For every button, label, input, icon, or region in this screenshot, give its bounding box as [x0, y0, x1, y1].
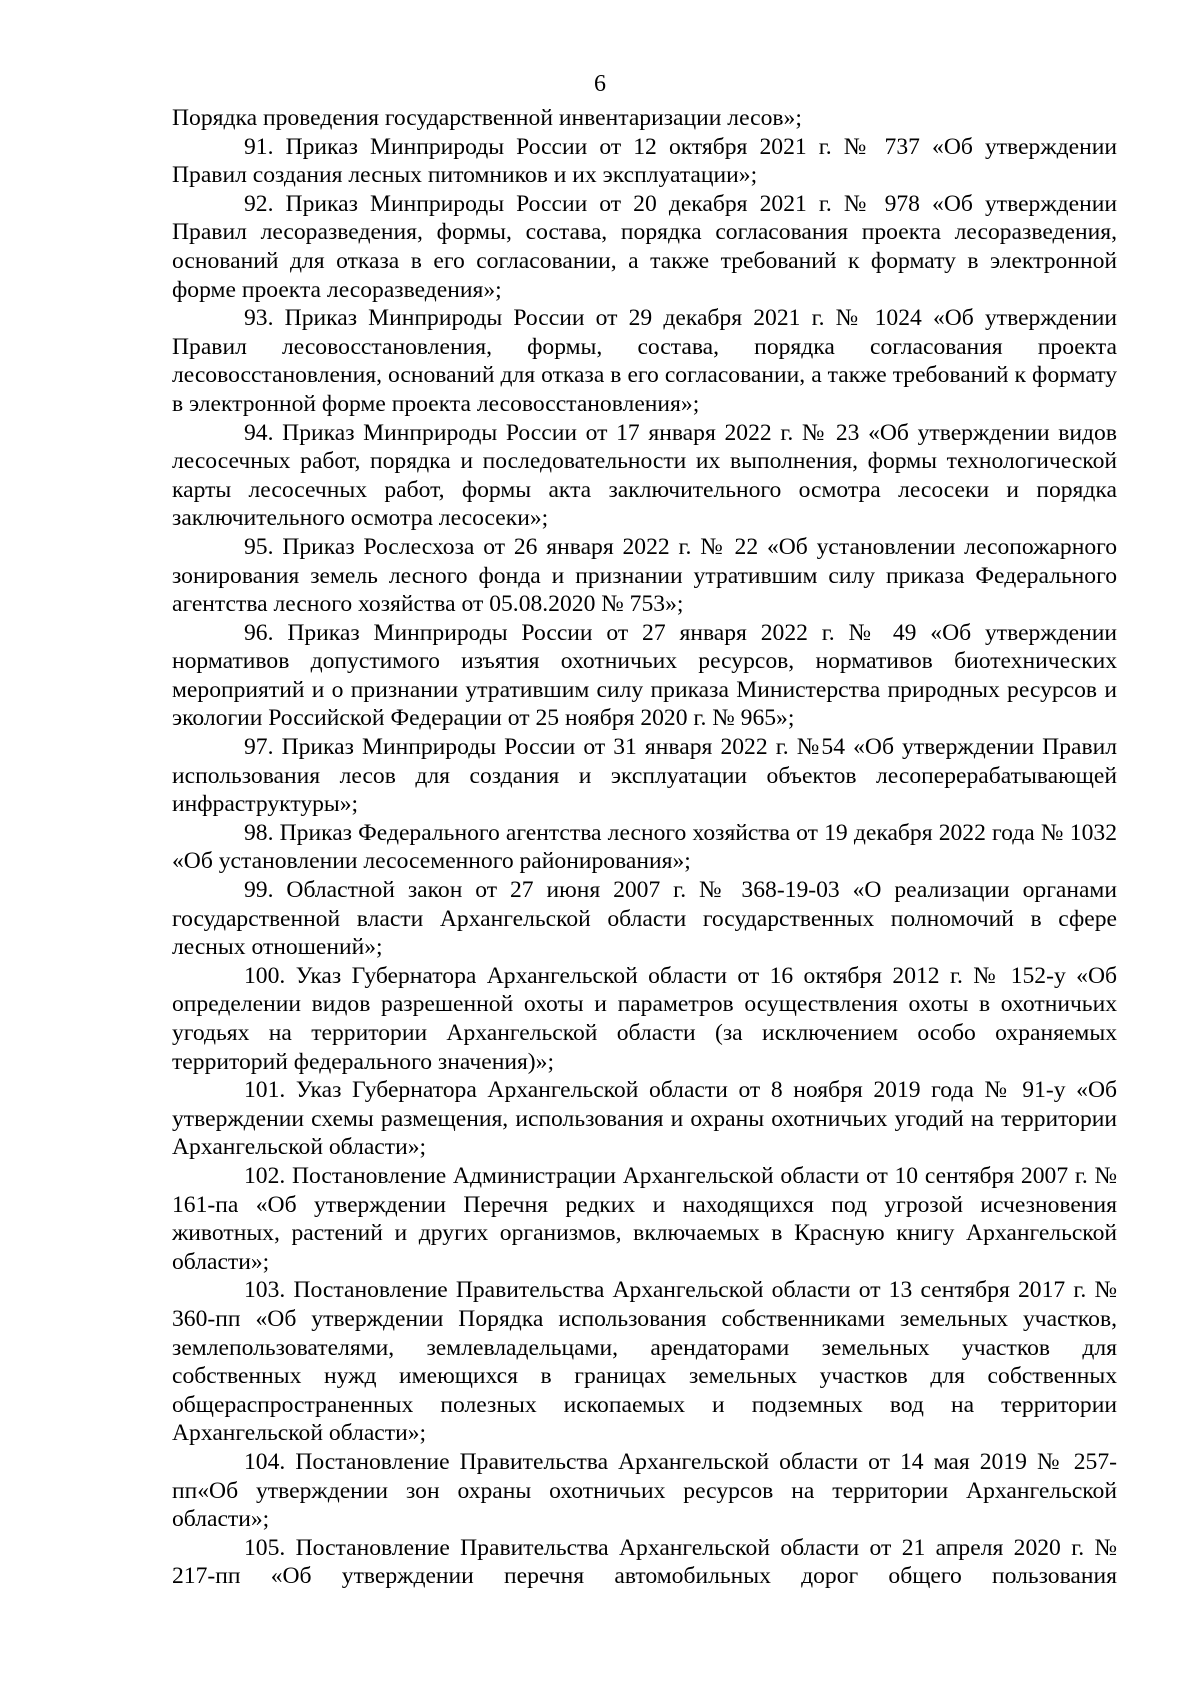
list-item-105: 105. Постановление Правительства Архангельской области от 21 апреля 2020 г. № 217-пп «Об утверждении перечня автомобильных дорог общего пользования [172, 1534, 1117, 1590]
list-item-97: 97. Приказ Минприроды России от 31 января 2022 г. №54 «Об утверждении Правил использования лесов для создания и эксплуатации объектов лесоперерабатывающей инфраструктуры»; [172, 734, 1117, 818]
list-item-93: 93. Приказ Минприроды России от 29 декабря 2021 г. № 1024 «Об утверждении Правил лесовосстановления, формы, состава, порядка согласования проекта лесовосстановления, оснований для отказа в его согласовании, а также требований к формату в электронной форме проекта лесовосстановления»; [172, 305, 1117, 417]
list-item-91: 91. Приказ Минприроды России от 12 октября 2021 г. № 737 «Об утверждении Правил создания лесных питомников и их эксплуатации»; [172, 133, 1117, 189]
list-item-100: 100. Указ Губернатора Архангельской области от 16 октября 2012 г. № 152-у «Об определении видов разрешенной охоты и параметров осуществления охоты в охотничьих угодьях на территории Архангельской области (за исключением особо охраняемых территорий федерального значения)»; [172, 962, 1117, 1075]
list-item-104: 104. Постановление Правительства Архангельской области от 14 мая 2019 № 257-пп«Об утверждении зон охраны охотничьих ресурсов на территории Архангельской области»; [172, 1448, 1117, 1533]
list-item-92: 92. Приказ Минприроды России от 20 декабря 2021 г. № 978 «Об утверждении Правил лесоразведения, формы, состава, порядка согласования проекта лесоразведения, оснований для отказа в его согласовании, а также требований к формату в электронной форме проекта лесоразведения»; [172, 190, 1117, 303]
document-body [172, 104, 1117, 1591]
list-item-94: 94. Приказ Минприроды России от 17 января 2022 г. № 23 «Об утверждении видов лесосечных работ, порядка и последовательности их выполнения, формы технологической карты лесосечных работ, формы акта заключительного осмотра лесосеки и порядка заключительного осмотра лесосеки»; [172, 419, 1117, 532]
list-item-103: 103. Постановление Правительства Архангельской области от 13 сентября 2017 г. № 360-пп «Об утверждении Порядка использования собственниками земельных участков, землепользователями, землевладельцами, арендаторами земельных участков для собственных нужд имеющихся в границах земельных участков для собственных общераспространенных полезных ископаемых и подземных вод на территории Архангельской области»; [172, 1277, 1117, 1447]
list-item-102: 102. Постановление Администрации Архангельской области от 10 сентября 2007 г. № 161-па «Об утверждении Перечня редких и находящихся под угрозой исчезновения животных, растений и других организмов, включаемых в Красную книгу Архангельской области»; [172, 1162, 1117, 1275]
list-item-99: 99. Областной закон от 27 июня 2007 г. № 368-19-03 «О реализации органами государственной власти Архангельской области государственных полномочий в сфере лесных отношений»; [172, 877, 1117, 961]
list-item-95: 95. Приказ Рослесхоза от 26 января 2022 г. № 22 «Об установлении лесопожарного зонирования земель лесного фонда и признании утратившим силу приказа Федерального агентства лесного хозяйства от 05.08.2020 № 753»; [172, 533, 1117, 618]
list-item-98: 98. Приказ Федерального агентства лесного хозяйства от 19 декабря 2022 года № 1032 «Об установлении лесосеменного районирования»; [172, 819, 1117, 875]
page-number: 6 [594, 71, 606, 97]
paragraph-continuation: Порядка проведения государственной инвентаризации лесов»; [172, 105, 802, 131]
list-item-101: 101. Указ Губернатора Архангельской области от 8 ноября 2019 года № 91-у «Об утверждении схемы размещения, использования и охраны охотничьих угодий на территории Архангельской области»; [172, 1077, 1117, 1161]
list-item-96: 96. Приказ Минприроды России от 27 января 2022 г. № 49 «Об утверждении нормативов допустимого изъятия охотничьих ресурсов, нормативов биотехнических мероприятий и о признании утратившим силу приказа Министерства природных ресурсов и экологии Российской Федерации от 25 ноября 2020 г. № 965»; [172, 619, 1117, 732]
